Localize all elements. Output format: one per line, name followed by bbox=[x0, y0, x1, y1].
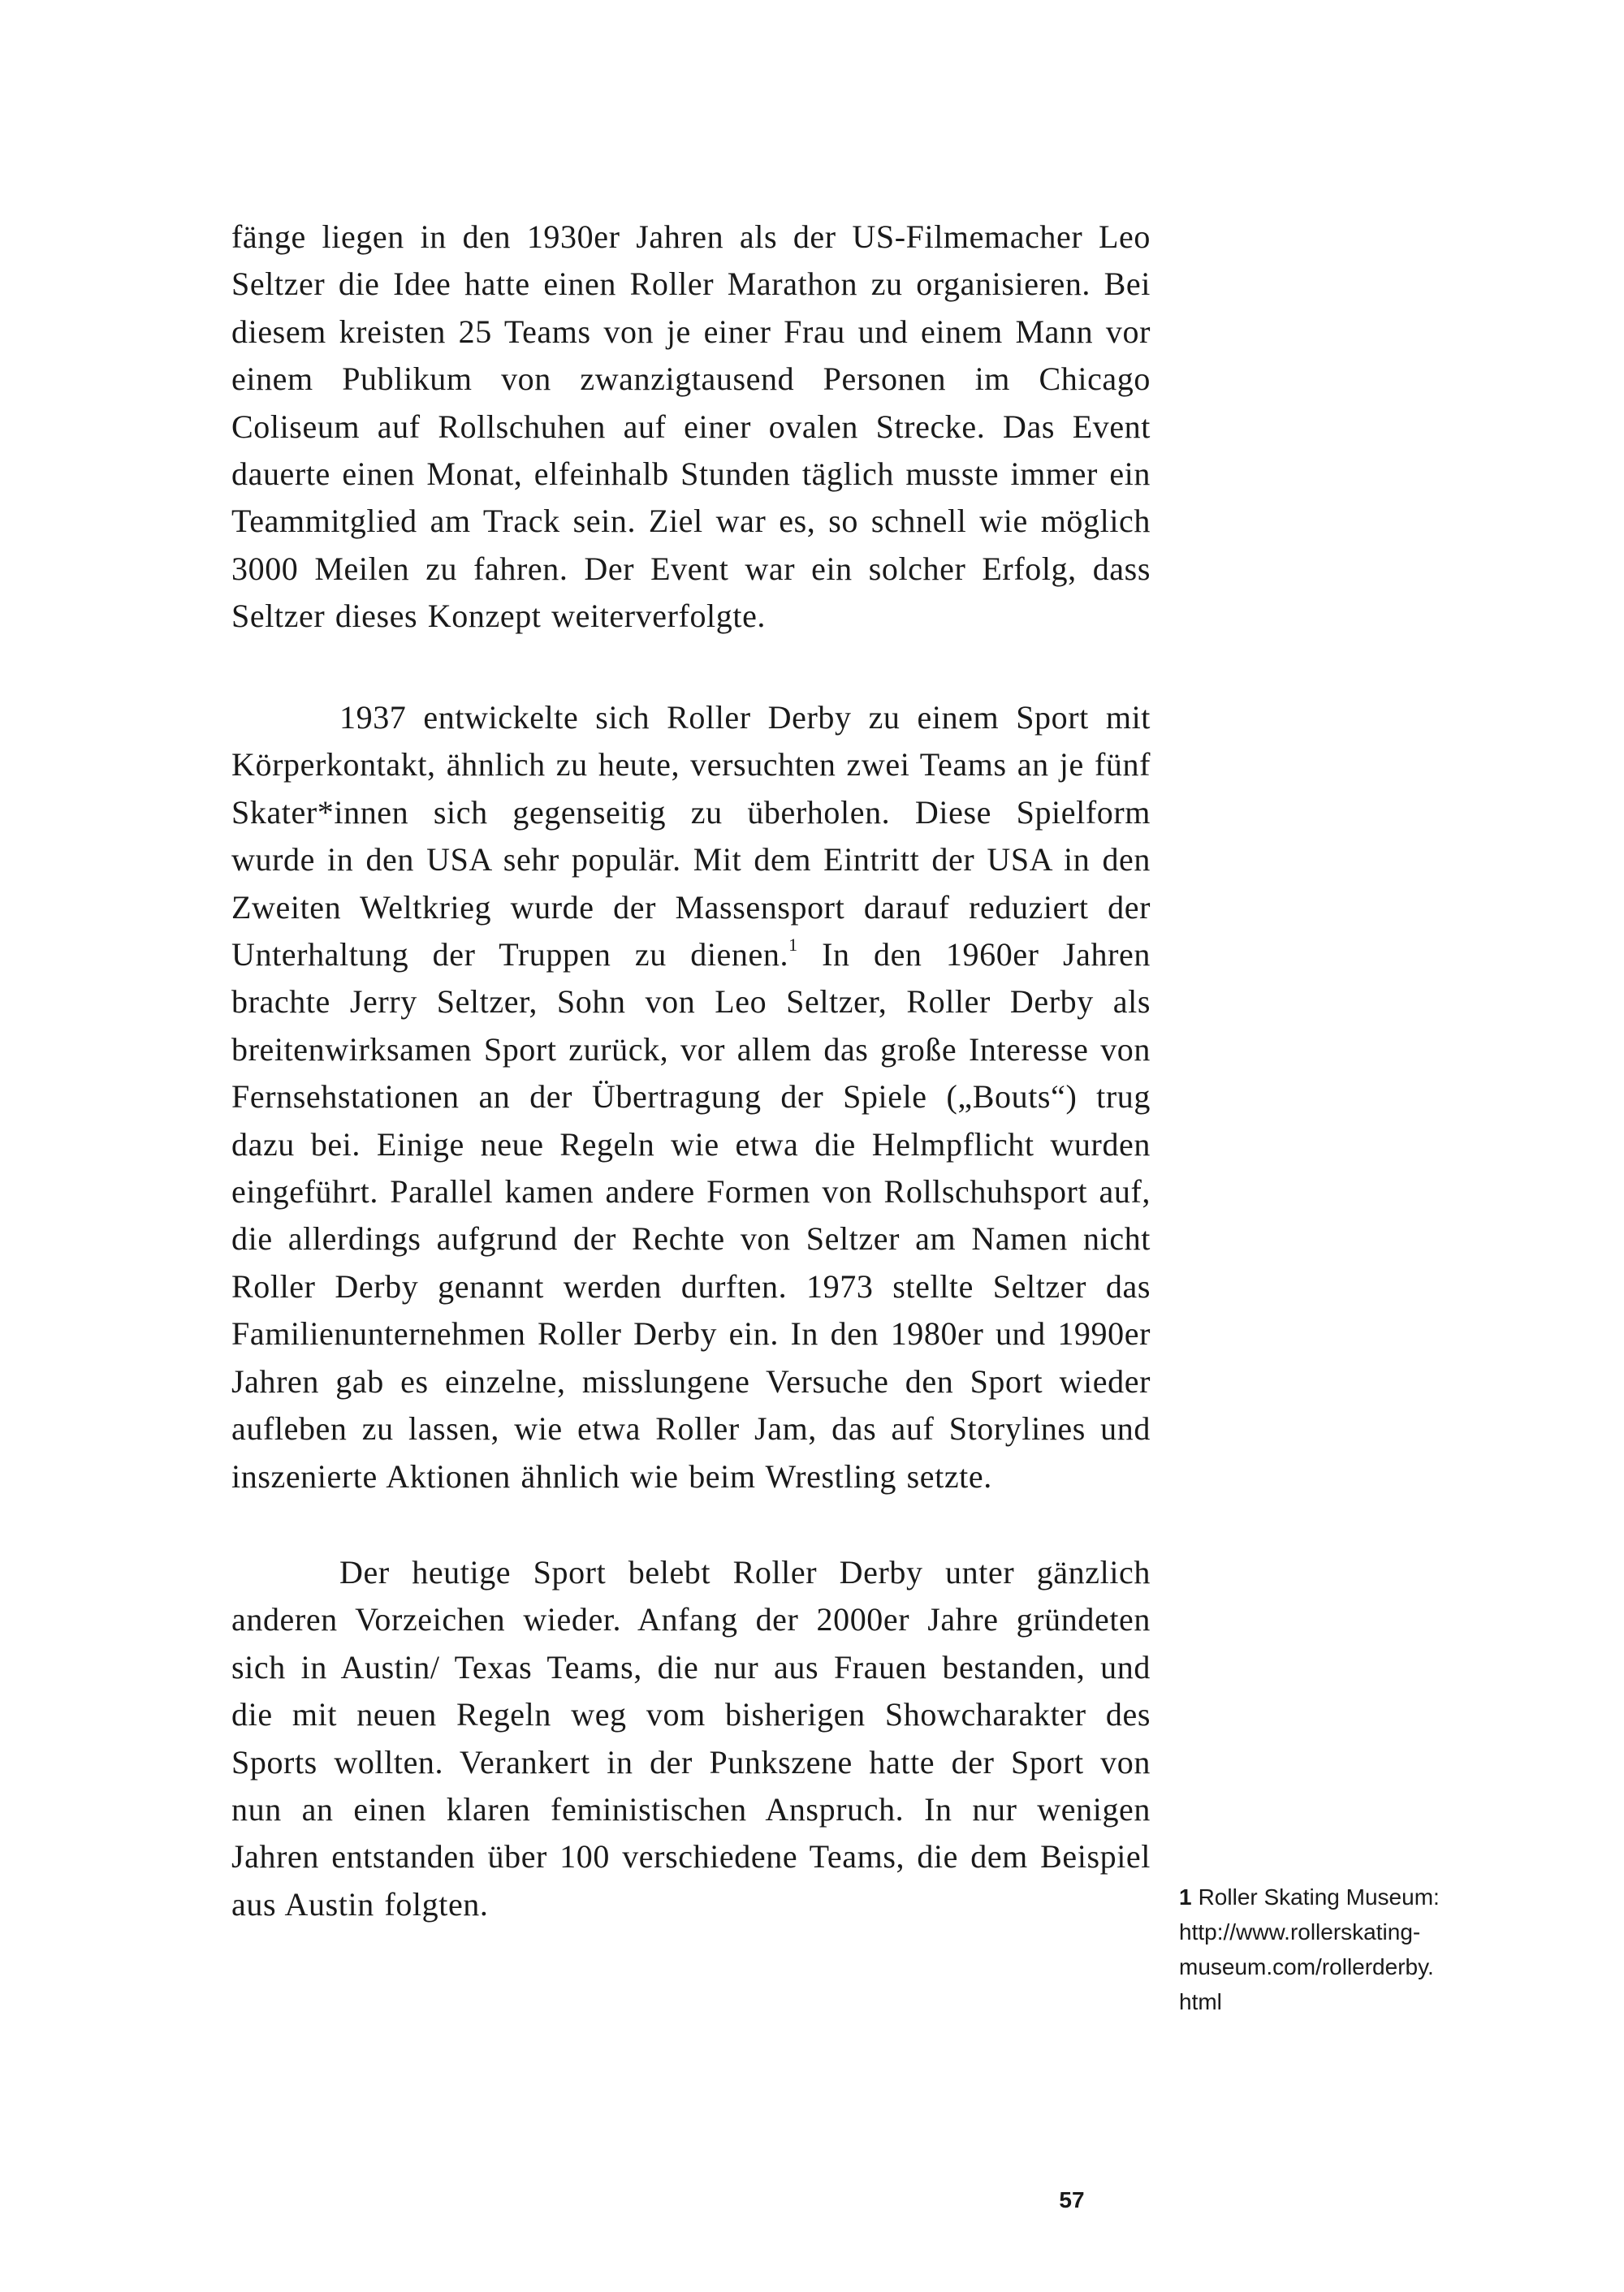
footnote-url-part-3: html bbox=[1179, 1989, 1222, 2014]
paragraph-2 bbox=[231, 694, 1151, 1500]
page-number: 57 bbox=[1059, 2187, 1085, 2212]
footnote-url-part-1: http://www.rollerskating- bbox=[1179, 1919, 1421, 1945]
footnote-number: 1 bbox=[1179, 1884, 1192, 1910]
paragraph-3: Der heutige Sport belebt Roller Derby unter gänzlich anderen Vorzeichen wieder. Anfang der 2000er Jahre gründeten sich in Austin/ Texas Teams, die nur aus Frauen bestanden, und die mit neuen Regeln weg vom bisherigen Showcharakter des Sports wollten. Verankert in der Punkszene hatte der Sport von nun an einen klaren feministischen Anspruch. In nur wenigen Jahren entstanden über 100 verschiedene Teams, die dem Beispiel aus Austin folgten. bbox=[231, 1554, 1151, 1923]
footnote-reference: 1 bbox=[788, 934, 798, 956]
footnote bbox=[1179, 1880, 1471, 2019]
paragraph-2-text-after-footnote: In den 1960er Jahren brachte Jerry Seltzer, Sohn von Leo Seltzer, Roller Derby als breitenwirksamen Sport zurück, vor allem das große Interesse von Fernsehstationen an der Übertragung der Spiele („Bouts“) trug dazu bei. Einige neue Regeln wie etwa die Helmpflicht wurden eingeführt. Parallel kamen andere Formen von Rollschuhsport auf, die allerdings aufgrund der Rechte von Seltzer am Namen nicht Roller Derby genannt werden durften. 1973 stellte Seltzer das Familienunternehmen Roller Derby ein. In den 1980er und 1990er Jahren gab es einzelne, misslungene Versuche den Sport wieder aufleben zu lassen, wie etwa Roller Jam, das auf Storylines und inszenierte Aktionen ähnlich wie beim Wrestling setzte. bbox=[231, 936, 1151, 1495]
paragraph-2-text-before-footnote: 1937 entwickelte sich Roller Derby zu einem Sport mit Körperkontakt, ähnlich zu heute, versuchten zwei Teams an je fünf Skater*innen sich gegenseitig zu überholen. Diese Spielform wurde in den USA sehr populär. Mit dem Eintritt der USA in den Zweiten Weltkrieg wurde der Massensport darauf reduziert der Unterhaltung der Truppen zu dienen. bbox=[231, 699, 1151, 973]
footnote-url-part-2: museum.com/rollerderby. bbox=[1179, 1954, 1434, 1979]
paragraph-1: fänge liegen in den 1930er Jahren als der US-Filmemacher Leo Seltzer die Idee hatte einen Roller Marathon zu organisieren. Bei diesem kreisten 25 Teams von je einer Frau und einem Mann vor einem Publikum von zwanzigtausend Personen im Chicago Coliseum auf Rollschuhen auf einer ovalen Strecke. Das Event dauerte einen Monat, elfeinhalb Stunden täglich musste immer ein Teammitglied am Track sein. Ziel war es, so schnell wie möglich 3000 Meilen zu fahren. Der Event war ein solcher Erfolg, dass Seltzer dieses Konzept weiterverfolgte. bbox=[231, 218, 1151, 635]
footnote-source: Roller Skating Museum: bbox=[1198, 1884, 1440, 1910]
footnote-line-1 bbox=[1179, 1880, 1471, 1914]
